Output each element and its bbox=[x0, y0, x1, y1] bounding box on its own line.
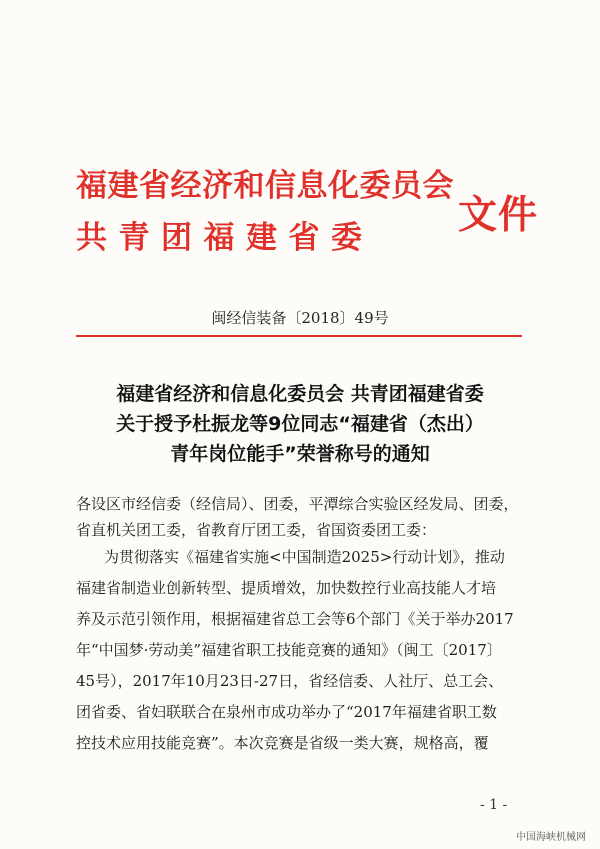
recipients: 各设区市经信委（经信局）、团委，平潭综合实验区经发局、团委，省直机关团工委，省教育厅团工委，省国资委团工委： bbox=[76, 495, 519, 539]
watermark: 中国海峡机械网 bbox=[516, 832, 586, 843]
body-line: 团省委、省妇联联合在泉州市成功举办了“2017年福建省职工数 bbox=[76, 703, 497, 721]
document-title-line-3: 青年岗位能手”荣誉称号的通知 bbox=[170, 443, 430, 465]
document-number: 闽经信装备〔2018〕49号 bbox=[211, 309, 389, 327]
page-number: - 1 - bbox=[480, 797, 508, 813]
body-line: 养及示范引领作用，根据福建省总工会等6个部门《关于举办2017 bbox=[76, 610, 514, 628]
document-title-line-1: 福建省经济和信息化委员会 共青团福建省委 bbox=[116, 383, 484, 405]
body-line: 控技术应用技能竞赛”。本次竞赛是省级一类大赛，规格高，覆 bbox=[76, 734, 489, 752]
header-divider bbox=[76, 335, 522, 337]
body-line: 福建省制造业创新转型、提质增效，加快数控行业高技能人才培 bbox=[76, 579, 497, 597]
body-line: 年“中国梦·劳动美”福建省职工技能竞赛的通知》（闽工〔2017〕 bbox=[76, 641, 502, 659]
header-org-line-1: 福建省经济和信息化委员会 bbox=[76, 168, 454, 204]
body-line: 45号），2017年10月23日-27日，省经信委、人社厅、总工会、 bbox=[76, 672, 504, 690]
header-org-line-2: 共青团福建省委 bbox=[76, 220, 374, 256]
body-line: 为贯彻落实《福建省实施<中国制造2025>行动计划》，推动 bbox=[104, 548, 505, 566]
document-title-line-2: 关于授予杜振龙等9位同志“福建省（杰出） bbox=[116, 413, 484, 435]
header-doc-type: 文件 bbox=[458, 192, 539, 238]
